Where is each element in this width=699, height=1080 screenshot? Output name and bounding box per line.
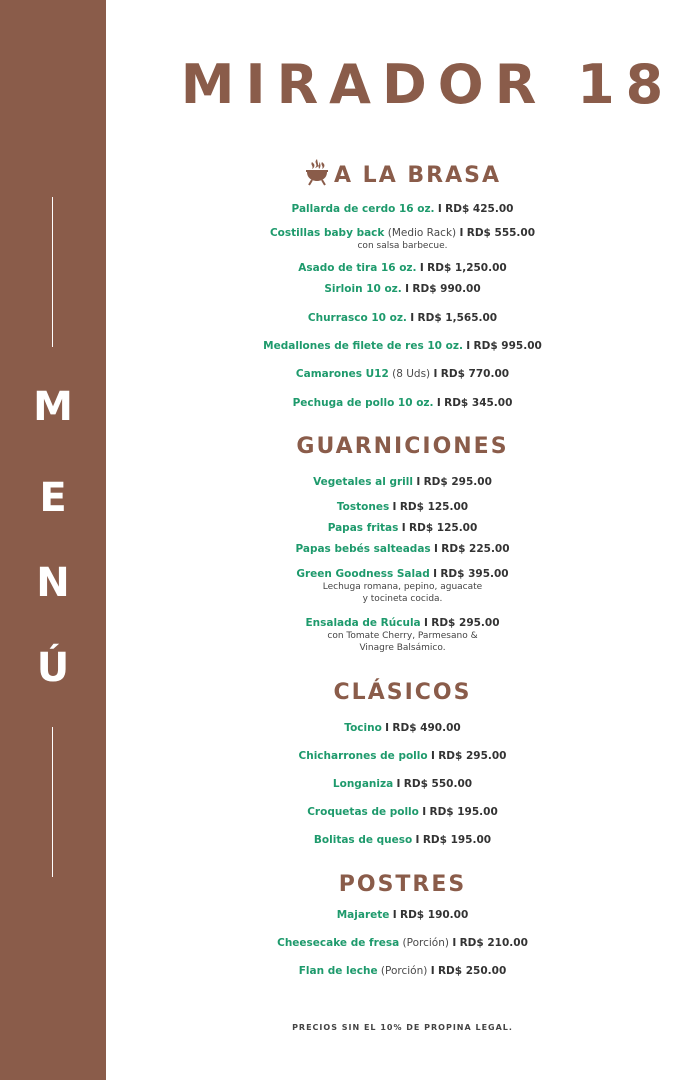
item-price: RD$ 770.00 xyxy=(440,368,510,380)
item-separator: I xyxy=(433,568,437,580)
item-separator: I xyxy=(392,909,397,921)
item-name: Asado de tira 16 oz. xyxy=(298,262,417,274)
item-price: RD$ 250.00 xyxy=(437,965,507,977)
item-name: Chicharrones de pollo xyxy=(298,750,428,762)
item-name: Croquetas de pollo xyxy=(307,806,419,818)
item-price: RD$ 125.00 xyxy=(409,522,478,534)
grill-icon xyxy=(304,158,330,193)
menu-item xyxy=(106,283,699,296)
item-price: RD$ 425.00 xyxy=(445,203,514,215)
menu-item xyxy=(106,262,699,275)
item-price: RD$ 295.00 xyxy=(423,476,492,488)
sidebar-letter-n: N xyxy=(36,560,70,606)
item-price: RD$ 210.00 xyxy=(459,937,528,949)
item-separator: I xyxy=(419,262,424,274)
item-name: Ensalada de Rúcula xyxy=(305,617,421,629)
item-separator: I xyxy=(401,522,406,534)
menu-item xyxy=(106,340,699,353)
menu-item xyxy=(106,522,699,535)
section-title-postres: POSTRES xyxy=(338,872,467,897)
item-name: Majarete xyxy=(336,909,390,921)
menu-item xyxy=(106,750,699,763)
item-separator: I xyxy=(385,722,390,734)
item-note: (Porción) xyxy=(402,937,449,949)
item-separator: I xyxy=(405,283,410,295)
section-title-clasicos: CLÁSICOS xyxy=(333,680,472,705)
item-name: Camarones U12 xyxy=(295,368,389,380)
section-title-brasa-text: A LA BRASA xyxy=(334,163,501,188)
footer-note: PRECIOS SIN EL 10% DE PROPINA LEGAL. xyxy=(292,1023,513,1032)
item-separator: I xyxy=(459,227,464,239)
menu-item xyxy=(106,722,699,735)
menu-item xyxy=(106,368,699,381)
item-name: Pallarda de cerdo 16 oz. xyxy=(291,203,435,215)
menu-item xyxy=(106,543,699,556)
item-price: RD$ 395.00 xyxy=(440,568,509,580)
item-separator: I xyxy=(416,476,421,488)
menu-item xyxy=(106,937,699,950)
menu-content xyxy=(106,0,699,1080)
menu-item xyxy=(106,617,699,630)
section-title-guarniciones: GUARNICIONES xyxy=(296,434,509,459)
item-separator: I xyxy=(437,203,442,215)
sidebar-letter-e: E xyxy=(39,475,67,521)
item-price: RD$ 490.00 xyxy=(392,722,461,734)
item-separator: I xyxy=(410,312,415,324)
item-price: RD$ 225.00 xyxy=(441,543,510,555)
menu-item xyxy=(106,312,699,325)
item-price: RD$ 995.00 xyxy=(473,340,542,352)
item-note: (Medio Rack) xyxy=(387,227,457,239)
item-note: (Porción) xyxy=(380,965,428,977)
item-description: y tocineta cocida. xyxy=(362,594,443,604)
item-price: RD$ 1,250.00 xyxy=(427,262,507,274)
item-separator: I xyxy=(396,778,401,790)
item-separator: I xyxy=(436,397,441,409)
item-price: RD$ 295.00 xyxy=(431,617,500,629)
item-name: Green Goodness Salad xyxy=(296,568,430,580)
item-separator: I xyxy=(415,834,420,846)
menu-item xyxy=(106,834,699,847)
menu-item xyxy=(106,397,699,410)
menu-item xyxy=(106,227,699,240)
item-name: Vegetales al grill xyxy=(313,476,413,488)
item-name: Costillas baby back xyxy=(269,227,385,239)
item-separator: I xyxy=(422,806,427,818)
menu-item xyxy=(106,501,699,514)
item-separator: I xyxy=(466,340,471,352)
item-name: Medallones de filete de res 10 oz. xyxy=(263,340,463,352)
sidebar-divider-top xyxy=(52,197,53,347)
sidebar-divider-bottom xyxy=(52,727,53,877)
item-description: Vinagre Balsámico. xyxy=(359,643,446,653)
item-price: RD$ 555.00 xyxy=(466,227,536,239)
item-separator: I xyxy=(423,617,428,629)
menu-item xyxy=(106,203,699,216)
item-name: Bolitas de queso xyxy=(313,834,413,846)
menu-item xyxy=(106,806,699,819)
sidebar-letter-m: M xyxy=(33,384,73,430)
item-name: Pechuga de pollo 10 oz. xyxy=(292,397,434,409)
item-name: Churrasco 10 oz. xyxy=(307,312,407,324)
item-separator: I xyxy=(433,368,438,380)
item-price: RD$ 1,565.00 xyxy=(417,312,498,324)
item-name: Flan de leche xyxy=(298,965,378,977)
menu-item xyxy=(106,965,699,978)
item-name: Longaniza xyxy=(332,778,394,790)
menu-item xyxy=(106,568,699,581)
item-name: Cheesecake de fresa xyxy=(277,937,400,949)
item-name: Tostones xyxy=(336,501,390,513)
item-price: RD$ 550.00 xyxy=(403,778,473,790)
menu-item xyxy=(106,909,699,922)
menu-item xyxy=(106,778,699,791)
item-description: con Tomate Cherry, Parmesano & xyxy=(327,631,478,641)
item-separator: I xyxy=(452,937,457,949)
item-separator: I xyxy=(430,965,435,977)
item-name: Sirloin 10 oz. xyxy=(324,283,402,295)
sidebar-letter-u: Ú xyxy=(36,645,70,691)
restaurant-title: MIRADOR 18 xyxy=(180,53,675,116)
item-price: RD$ 125.00 xyxy=(399,501,469,513)
item-note: (8 Uds) xyxy=(392,368,431,380)
item-separator: I xyxy=(430,750,435,762)
item-description: con salsa barbecue. xyxy=(357,241,448,251)
item-price: RD$ 190.00 xyxy=(400,909,469,921)
item-price: RD$ 195.00 xyxy=(422,834,492,846)
item-separator: I xyxy=(434,543,438,555)
item-price: RD$ 345.00 xyxy=(444,397,513,409)
item-separator: I xyxy=(392,501,397,513)
sidebar-band xyxy=(0,0,106,1080)
item-description: Lechuga romana, pepino, aguacate xyxy=(322,582,483,592)
menu-item xyxy=(106,476,699,489)
item-name: Papas bebés salteadas xyxy=(295,543,431,555)
item-price: RD$ 195.00 xyxy=(429,806,498,818)
item-name: Tocino xyxy=(344,722,382,734)
item-name: Papas fritas xyxy=(327,522,399,534)
section-title-brasa xyxy=(106,158,699,193)
item-price: RD$ 990.00 xyxy=(412,283,481,295)
item-price: RD$ 295.00 xyxy=(438,750,507,762)
